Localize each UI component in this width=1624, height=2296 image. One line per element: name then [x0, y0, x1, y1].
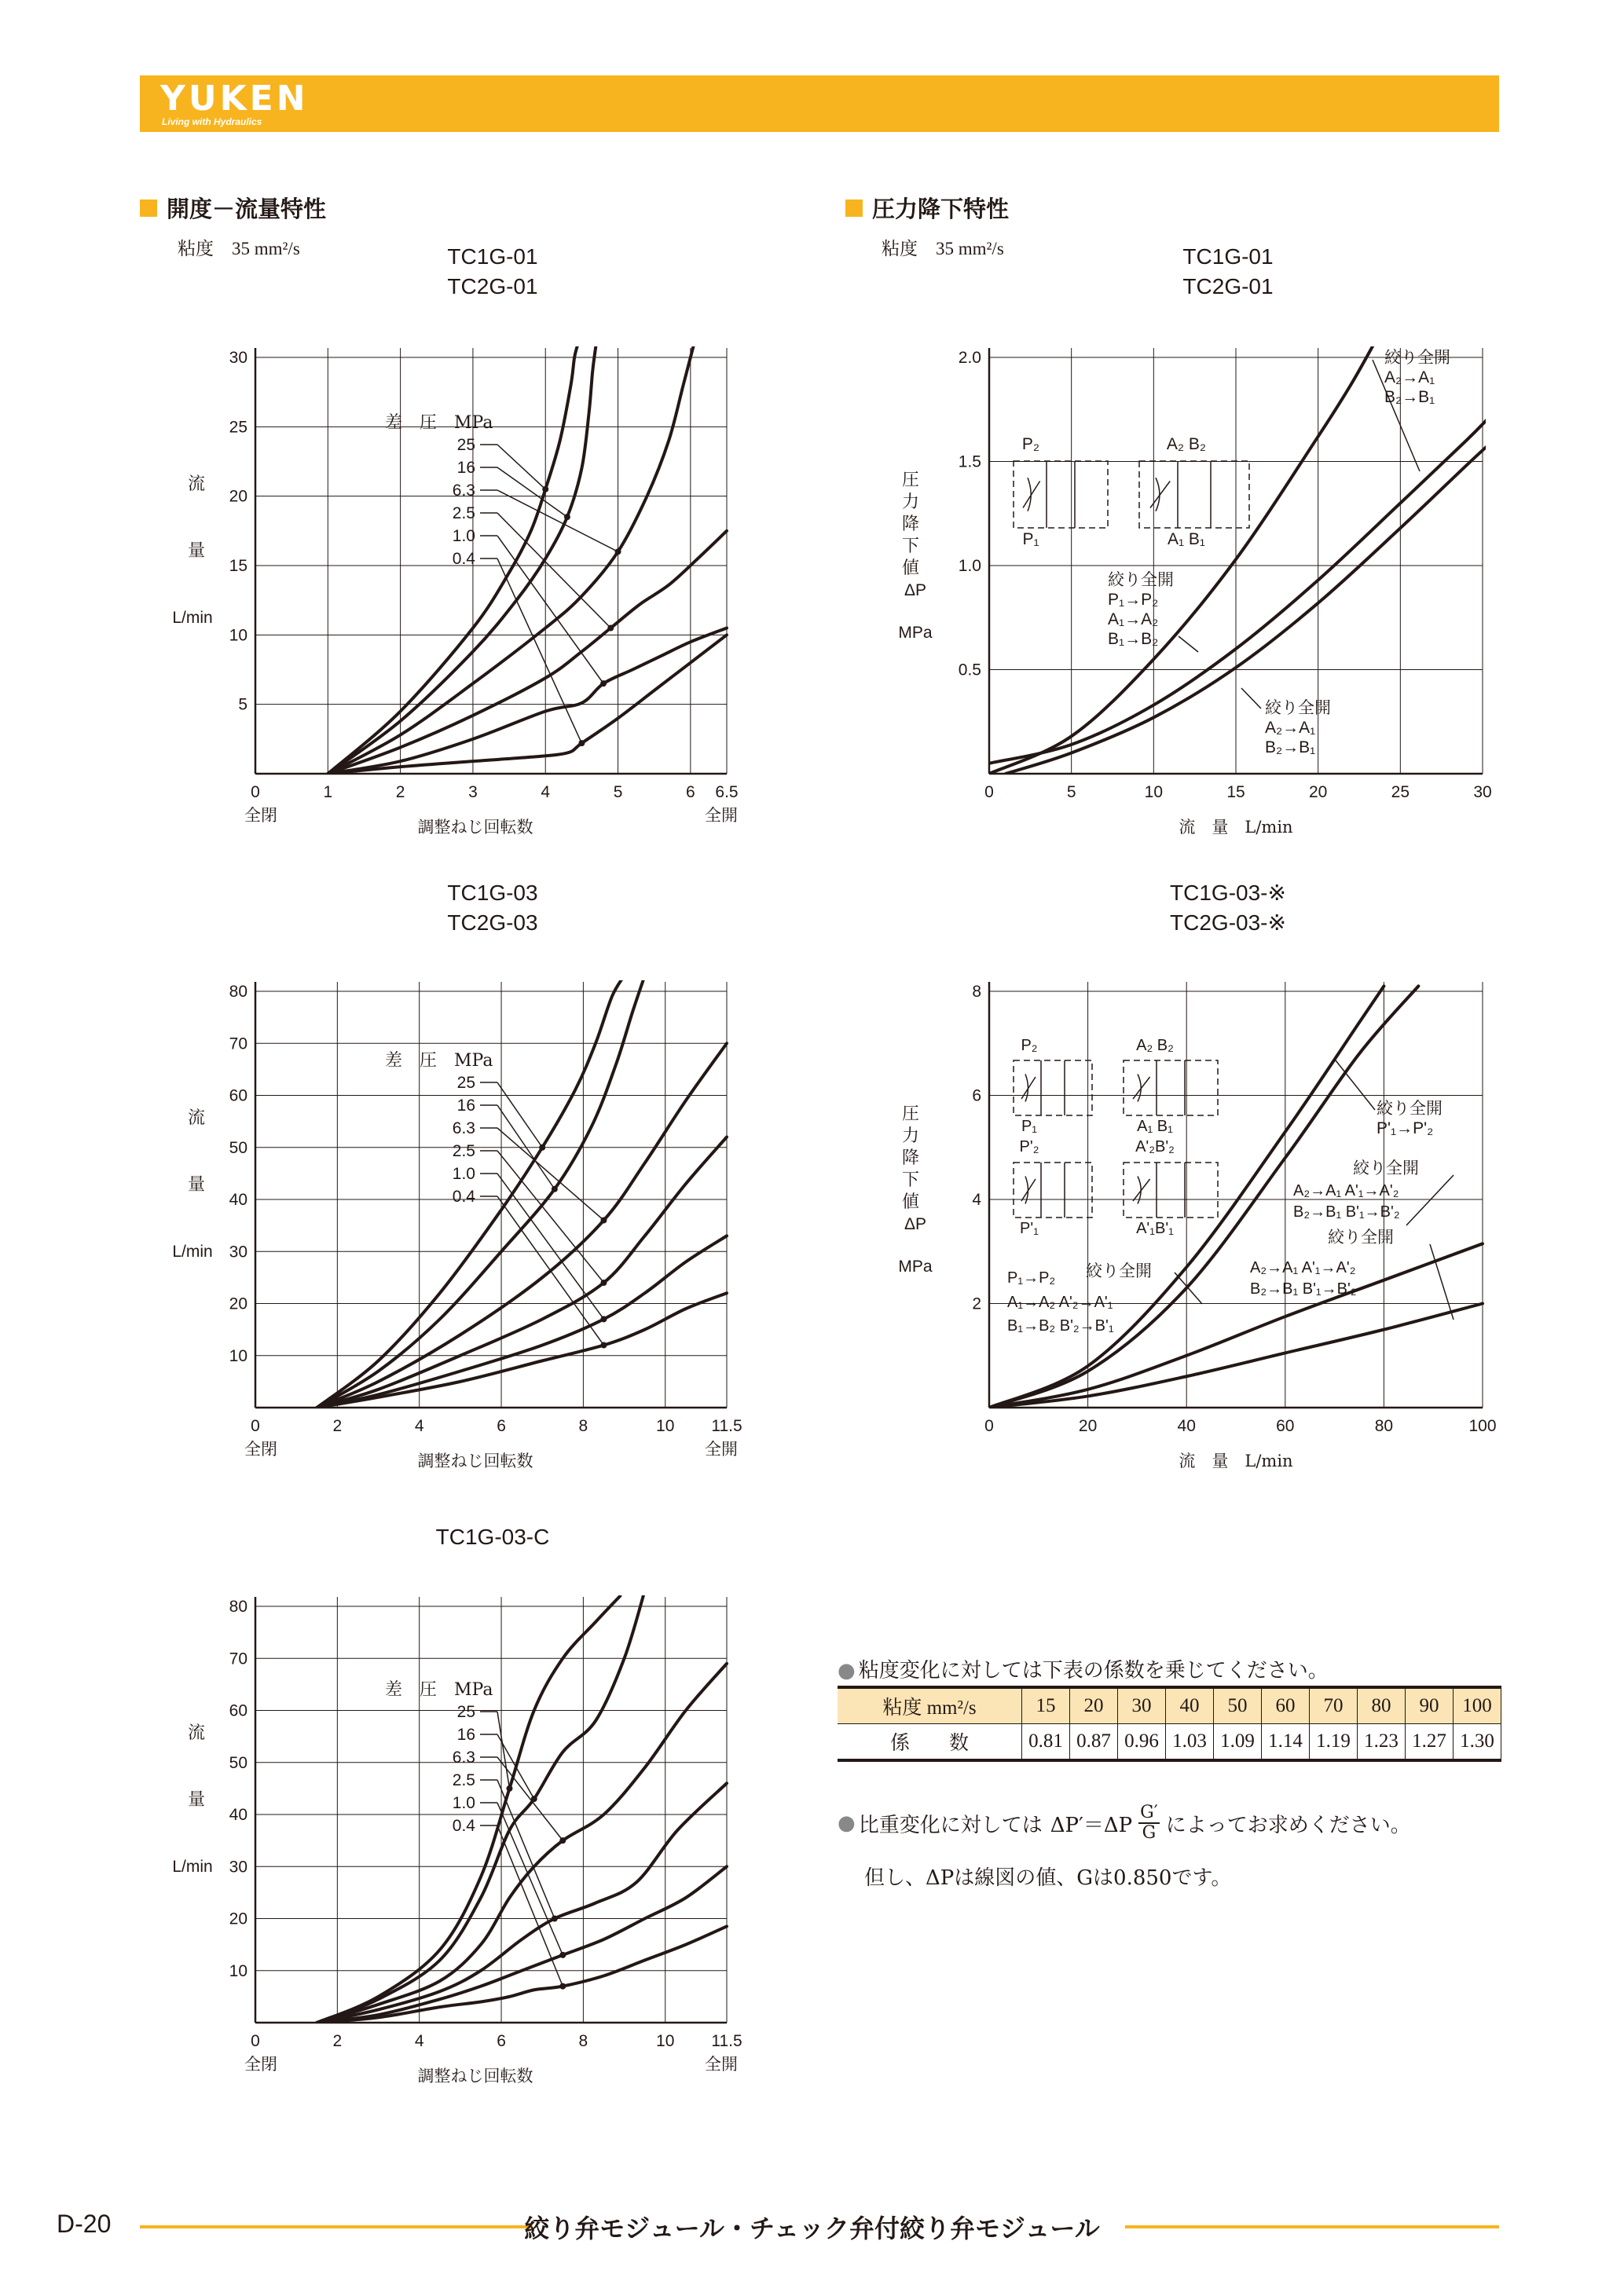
x-tick-label: 20 — [1308, 783, 1328, 801]
annotation-a3: A₂→A₁ — [1265, 719, 1316, 737]
legend-leader — [497, 536, 603, 683]
table-factor-row — [838, 1724, 1501, 1761]
x-tick-label: 0 — [251, 783, 260, 801]
port-label: A₁ B₁ — [1137, 1118, 1173, 1135]
table-factor-cell: 1.09 — [1214, 1724, 1262, 1761]
annotation-leader — [1241, 688, 1261, 709]
legend-leader — [497, 467, 567, 517]
chart-flow-01 — [172, 343, 738, 837]
legend-arrowhead — [600, 1342, 607, 1349]
x-axis-label: 調整ねじ回転数 — [417, 818, 533, 837]
legend-arrowhead — [564, 514, 570, 520]
throttle-icon — [1025, 1075, 1028, 1102]
legend-label: 6.3 — [452, 482, 475, 500]
y-axis-label: 量 — [187, 541, 206, 561]
annotation-a1: 絞り全開 — [1384, 348, 1450, 367]
chart-flow-03 — [172, 976, 742, 1470]
legend-label: 0.4 — [452, 550, 475, 568]
x-tick-label: 11.5 — [711, 1417, 742, 1435]
bullet-icon: ● — [838, 1659, 856, 1683]
annotation-a3: 絞り全開 — [1265, 698, 1331, 717]
legend-arrowhead — [607, 625, 614, 632]
y-tick-label: 30 — [229, 1858, 247, 1877]
x-tick-label: 25 — [1391, 783, 1410, 801]
table-viscosity-cell: 70 — [1310, 1687, 1358, 1724]
valve-symbol-ab — [1139, 461, 1249, 528]
legend-title: 差 圧 MPa — [385, 1680, 493, 1700]
throttle-arrow-icon — [1133, 1179, 1150, 1201]
legend-arrowhead — [552, 1916, 558, 1922]
x-end-label-closed: 全閉 — [244, 806, 277, 825]
y-tick-label: 0.5 — [958, 661, 981, 679]
y-axis-label: 流 — [187, 1723, 206, 1743]
x-tick-label: 10 — [1144, 783, 1164, 801]
fraction-numerator: G′ — [1140, 1803, 1158, 1822]
valve-symbol-p-prime — [1014, 1163, 1092, 1218]
x-tick-label: 5 — [613, 783, 623, 801]
gravity-note-suffix: によってお求めください。 — [1165, 1813, 1411, 1837]
chart-title-line: TC2G-01 — [447, 274, 538, 298]
y-tick-label: 20 — [229, 487, 247, 506]
y-axis-label: 値 — [901, 558, 920, 578]
y-tick-label: 1.5 — [958, 452, 981, 471]
valve-body — [1014, 1163, 1092, 1218]
section-title-text: 開度－流量特性 — [167, 197, 327, 222]
x-tick-label: 6 — [686, 783, 695, 801]
series-line-A₂→A₁ / B₂→B₁ (upper) — [989, 416, 1490, 764]
legend-arrowhead — [578, 740, 585, 746]
legend-label: 2.5 — [452, 1142, 475, 1160]
y-axis-label: 流 — [187, 1108, 206, 1128]
annotation-b4: A₁→A₂ A'₂→A'₁ — [1007, 1294, 1113, 1311]
viscosity-note — [838, 1654, 1329, 1683]
x-tick-label: 2 — [395, 783, 405, 801]
series-line-A₂→A₁ / B₂→B₁ (lower) — [1006, 443, 1491, 774]
annotation-b4: B₁→B₂ B'₂→B'₁ — [1007, 1317, 1114, 1335]
valve-symbol-ab-prime — [1124, 1163, 1218, 1218]
port-label: A₂ B₂ — [1136, 1037, 1174, 1054]
y-tick-label: 2 — [972, 1294, 981, 1313]
port-label: A₁ B₁ — [1167, 530, 1206, 548]
x-tick-label: 6.5 — [715, 783, 739, 801]
annotation-b2: B₂→B₁ B'₁→B'₂ — [1293, 1203, 1400, 1221]
x-axis-label: 流 量 L/min — [1179, 818, 1293, 837]
port-label: A₂ B₂ — [1166, 435, 1207, 453]
table-row-label: 係 数 — [838, 1724, 1022, 1761]
x-tick-label: 15 — [1226, 783, 1245, 801]
legend-leader — [497, 490, 618, 551]
footer-title: 絞り弁モジュール・チェック弁付絞り弁モジュール — [524, 2214, 1100, 2243]
gridlines — [255, 348, 727, 774]
legend-arrowhead — [542, 486, 548, 493]
x-tick-label: 1 — [323, 783, 333, 801]
chart-pressure-01 — [898, 341, 1491, 837]
table-factor-cell: 1.14 — [1262, 1724, 1310, 1761]
series-line-6.3 — [328, 343, 694, 774]
annotation-b3: 絞り全開 — [1328, 1228, 1394, 1247]
legend-label: 1.0 — [452, 527, 475, 545]
port-label: P₁ — [1022, 530, 1039, 548]
annotation-b4: P₁→P₂ — [1007, 1269, 1056, 1287]
table-factor-cell: 0.87 — [1070, 1724, 1118, 1761]
brand-logo: YUKEN — [160, 79, 309, 119]
x-tick-label: 100 — [1468, 1417, 1497, 1435]
y-axis-label: MPa — [898, 1258, 933, 1276]
legend-leader — [497, 1151, 603, 1283]
annotation-b3: A₂→A₁ A'₁→A'₂ — [1250, 1259, 1356, 1276]
viscosity-note-text: 粘度変化に対しては下表の係数を乗じてください。 — [858, 1659, 1329, 1683]
table-viscosity-cell: 60 — [1262, 1687, 1310, 1724]
x-tick-label: 20 — [1078, 1417, 1098, 1435]
y-tick-label: 70 — [229, 1650, 247, 1668]
annotation-leader — [1336, 1060, 1375, 1110]
y-axis-label: 量 — [187, 1175, 206, 1195]
y-tick-label: 5 — [238, 695, 247, 714]
port-label: A'₁B'₁ — [1136, 1220, 1174, 1237]
y-tick-label: 10 — [229, 1961, 247, 1980]
valve-body — [1139, 461, 1249, 528]
legend-label: 1.0 — [452, 1794, 475, 1812]
legend-label: 25 — [456, 1703, 475, 1721]
y-axis-label: L/min — [172, 1858, 213, 1876]
throttle-arrow-icon — [1021, 1179, 1036, 1201]
y-tick-label: 50 — [229, 1753, 247, 1772]
legend-arrowhead — [600, 680, 607, 687]
legend-leader — [497, 1780, 555, 1919]
legend-leader — [497, 1128, 603, 1221]
y-tick-label: 60 — [229, 1701, 247, 1720]
y-axis-label: ΔP — [904, 1215, 927, 1233]
table-viscosity-cell: 20 — [1070, 1687, 1118, 1724]
legend-label: 16 — [456, 459, 475, 477]
gravity-note — [838, 1803, 1411, 1843]
y-tick-label: 8 — [972, 983, 981, 1001]
y-axis-label: 降 — [901, 1148, 920, 1168]
table-factor-cell: 1.23 — [1358, 1724, 1406, 1761]
x-axis-label: 流 量 L/min — [1179, 1452, 1293, 1470]
chart-title-line: TC1G-01 — [447, 244, 538, 269]
x-tick-label: 60 — [1276, 1417, 1295, 1435]
valve-body — [1124, 1163, 1218, 1218]
valve-body — [1014, 461, 1108, 528]
chart-title-line: TC1G-03-C — [435, 1525, 550, 1549]
y-axis-label: 値 — [901, 1192, 920, 1212]
throttle-arrow-icon — [1150, 482, 1170, 508]
legend-arrowhead — [559, 1837, 566, 1844]
x-tick-label: 4 — [541, 783, 551, 801]
x-tick-label: 0 — [251, 1417, 260, 1435]
legend-label: 6.3 — [452, 1749, 475, 1767]
table-factor-cell: 0.81 — [1022, 1724, 1070, 1761]
table-factor-cell: 1.27 — [1406, 1724, 1454, 1761]
x-tick-label: 0 — [984, 783, 994, 801]
annotation-a2: 絞り全開 — [1108, 570, 1174, 589]
table-factor-cell: 1.30 — [1454, 1724, 1501, 1761]
y-tick-label: 20 — [229, 1910, 247, 1928]
valve-symbol-p — [1014, 1060, 1092, 1115]
table-viscosity-cell: 15 — [1022, 1687, 1070, 1724]
x-end-label-closed: 全閉 — [244, 2055, 277, 2074]
page-number: D-20 — [57, 2210, 112, 2238]
legend-label: 2.5 — [452, 1771, 475, 1789]
x-tick-label: 6 — [497, 1417, 506, 1435]
chart-title-line: TC1G-03-※ — [1170, 881, 1286, 905]
gravity-note-prefix: 比重変化に対しては — [858, 1813, 1043, 1837]
legend-leader — [497, 1196, 603, 1346]
y-tick-label: 25 — [229, 418, 247, 437]
legend-leader — [497, 1734, 534, 1799]
x-end-label-open: 全開 — [705, 806, 738, 825]
legend-arrowhead — [600, 1280, 607, 1286]
x-tick-label: 30 — [1473, 783, 1492, 801]
bullet-icon: ● — [838, 1811, 856, 1835]
y-tick-label: 10 — [229, 626, 247, 645]
y-axis-label: 圧 — [901, 471, 920, 490]
legend-arrowhead — [559, 1952, 566, 1958]
y-axis-label: L/min — [172, 609, 213, 627]
x-tick-label: 40 — [1177, 1417, 1196, 1435]
legend-label: 16 — [456, 1726, 475, 1744]
viscosity-label-left: 粘度 35 mm²/s — [178, 239, 300, 258]
legend-arrowhead — [600, 1316, 607, 1322]
port-label: P₁ — [1021, 1118, 1038, 1135]
chart-title-line: TC2G-01 — [1182, 274, 1274, 298]
annotation-a2: P₁→P₂ — [1108, 591, 1159, 609]
x-tick-label: 80 — [1374, 1417, 1394, 1435]
gridlines — [989, 982, 1483, 1408]
legend-label: 0.4 — [452, 1817, 475, 1835]
legend-arrowhead — [615, 548, 621, 555]
x-tick-label: 8 — [578, 2032, 588, 2050]
y-axis-label: 降 — [901, 514, 920, 534]
x-tick-label: 4 — [414, 2032, 424, 2050]
port-label: P'₂ — [1019, 1138, 1039, 1155]
valve-body — [1014, 1060, 1092, 1115]
table-header-row — [838, 1687, 1501, 1724]
chart-title-line: TC1G-03 — [447, 881, 538, 905]
throttle-icon — [1156, 478, 1160, 511]
gravity-note-line2: 但し、ΔPは線図の値、Gは0.850です。 — [864, 1866, 1232, 1890]
chart-title-line: TC2G-03 — [447, 910, 538, 935]
annotation-a3: B₂→B₁ — [1265, 738, 1316, 756]
annotation-b4: 絞り全開 — [1086, 1262, 1152, 1280]
annotation-a1: A₂→A₁ — [1384, 368, 1435, 386]
y-axis-label: 量 — [187, 1790, 206, 1810]
port-label: A'₂B'₂ — [1135, 1138, 1175, 1155]
section-title-text: 圧力降下特性 — [872, 197, 1010, 222]
chart-pressure-03 — [898, 982, 1496, 1470]
x-tick-label: 6 — [497, 2032, 506, 2050]
gravity-formula: ΔP′＝ΔP — [1050, 1813, 1133, 1837]
y-tick-label: 60 — [229, 1086, 247, 1105]
port-label: P₂ — [1021, 435, 1040, 453]
y-axis-label: 力 — [901, 1126, 920, 1146]
annotation-b1: P'₁→P'₂ — [1377, 1119, 1434, 1137]
x-tick-label: 5 — [1066, 783, 1076, 801]
viscosity-label-right: 粘度 35 mm²/s — [882, 239, 1004, 258]
annotation-b2: A₂→A₁ A'₁→A'₂ — [1293, 1182, 1399, 1199]
legend-label: 6.3 — [452, 1119, 475, 1137]
chart-flow-03c — [172, 1591, 742, 2085]
table-viscosity-cell: 40 — [1166, 1687, 1214, 1724]
y-tick-label: 80 — [229, 983, 247, 1001]
legend-arrowhead — [600, 1218, 607, 1224]
table-factor-cell: 1.19 — [1310, 1724, 1358, 1761]
legend-title: 差 圧 MPa — [385, 413, 493, 433]
chart-title-line: TC1G-01 — [1182, 244, 1274, 269]
annotation-b3: B₂→B₁ B'₁→B'₂ — [1250, 1280, 1357, 1298]
valve-symbol-p — [1014, 461, 1108, 528]
port-label: P₂ — [1021, 1037, 1038, 1054]
legend-arrowhead — [552, 1186, 558, 1192]
x-tick-label: 0 — [984, 1417, 994, 1435]
y-axis-label: 下 — [901, 536, 920, 556]
y-tick-label: 30 — [229, 1243, 247, 1262]
legend-leader — [497, 445, 545, 489]
y-tick-label: 15 — [229, 557, 247, 575]
throttle-arrow-icon — [1023, 482, 1040, 508]
legend-label: 16 — [456, 1097, 475, 1115]
valve-body — [1124, 1060, 1218, 1115]
legend-label: 1.0 — [452, 1165, 475, 1183]
legend-leader — [497, 513, 610, 628]
y-tick-label: 1.0 — [958, 557, 981, 575]
annotation-a2: A₁→A₂ — [1108, 610, 1159, 628]
y-tick-label: 4 — [972, 1191, 981, 1209]
annotation-leader — [1179, 636, 1198, 652]
y-tick-label: 30 — [229, 349, 247, 367]
table-viscosity-cell: 90 — [1406, 1687, 1454, 1724]
x-tick-label: 10 — [656, 2032, 675, 2050]
x-axis-label: 調整ねじ回転数 — [417, 1452, 533, 1470]
x-tick-label: 8 — [578, 1417, 588, 1435]
y-axis-label: 力 — [901, 493, 920, 512]
y-tick-label: 80 — [229, 1598, 247, 1616]
table-factor-cell: 1.03 — [1166, 1724, 1214, 1761]
annotation-leader — [1406, 1175, 1454, 1225]
brand-tagline: Living with Hydraulics — [162, 116, 262, 127]
table-header-label: 粘度 mm²/s — [838, 1687, 1022, 1724]
x-axis-label: 調整ねじ回転数 — [417, 2067, 533, 2085]
y-tick-label: 2.0 — [958, 349, 981, 367]
y-axis-label: 流 — [187, 474, 206, 494]
y-axis-label: ΔP — [904, 581, 927, 599]
valve-symbol-ab — [1124, 1060, 1218, 1115]
y-tick-label: 70 — [229, 1034, 247, 1053]
chart-title-line: TC2G-03-※ — [1170, 910, 1286, 935]
table-viscosity-cell: 30 — [1118, 1687, 1166, 1724]
legend-arrowhead — [506, 1785, 512, 1792]
legend-arrowhead — [539, 1144, 545, 1151]
x-end-label-closed: 全閉 — [244, 1440, 277, 1459]
gravity-fraction — [1138, 1803, 1160, 1843]
y-axis-label: L/min — [172, 1243, 213, 1261]
x-end-label-open: 全開 — [705, 2055, 738, 2074]
y-tick-label: 10 — [229, 1346, 247, 1365]
table-viscosity-cell: 50 — [1214, 1687, 1262, 1724]
viscosity-factor-table — [838, 1686, 1501, 1762]
x-tick-label: 0 — [251, 2032, 260, 2050]
legend-label: 25 — [456, 1074, 475, 1092]
fraction-denominator: G — [1142, 1823, 1157, 1843]
throttle-icon — [1028, 478, 1031, 511]
legend-arrowhead — [559, 1983, 566, 1990]
legend-label: 25 — [456, 436, 475, 454]
series-group — [989, 986, 1483, 1408]
y-axis-label: 下 — [901, 1170, 920, 1190]
legend-label: 0.4 — [452, 1188, 475, 1206]
x-tick-label: 2 — [332, 2032, 343, 2050]
legend-label: 2.5 — [452, 504, 475, 522]
table-viscosity-cell: 80 — [1358, 1687, 1406, 1724]
series-group — [328, 343, 727, 774]
annotation-b2: 絞り全開 — [1353, 1159, 1419, 1177]
series-line-16 — [317, 1591, 644, 2023]
legend-title: 差 圧 MPa — [385, 1051, 493, 1071]
y-axis-label: MPa — [898, 624, 933, 642]
x-tick-label: 3 — [468, 783, 478, 801]
x-tick-label: 11.5 — [711, 2032, 742, 2050]
gridlines — [255, 1597, 727, 2023]
table-factor-cell: 0.96 — [1118, 1724, 1166, 1761]
table-viscosity-cell: 100 — [1454, 1687, 1501, 1724]
throttle-icon — [1138, 1075, 1141, 1102]
annotation-a2: B₁→B₂ — [1108, 630, 1159, 648]
x-tick-label: 2 — [332, 1417, 343, 1435]
x-end-label-open: 全開 — [705, 1440, 738, 1459]
y-tick-label: 50 — [229, 1138, 247, 1157]
port-label: P'₁ — [1020, 1220, 1039, 1237]
y-tick-label: 40 — [229, 1806, 247, 1824]
x-tick-label: 4 — [414, 1417, 424, 1435]
y-axis-label: 圧 — [901, 1104, 920, 1124]
legend-leader — [497, 1712, 509, 1789]
annotation-a1: B₂→B₁ — [1384, 388, 1435, 406]
y-tick-label: 6 — [972, 1086, 981, 1105]
y-tick-label: 40 — [229, 1191, 247, 1209]
annotation-b1: 絞り全開 — [1377, 1099, 1443, 1118]
y-tick-label: 20 — [229, 1294, 247, 1313]
x-tick-label: 10 — [656, 1417, 675, 1435]
